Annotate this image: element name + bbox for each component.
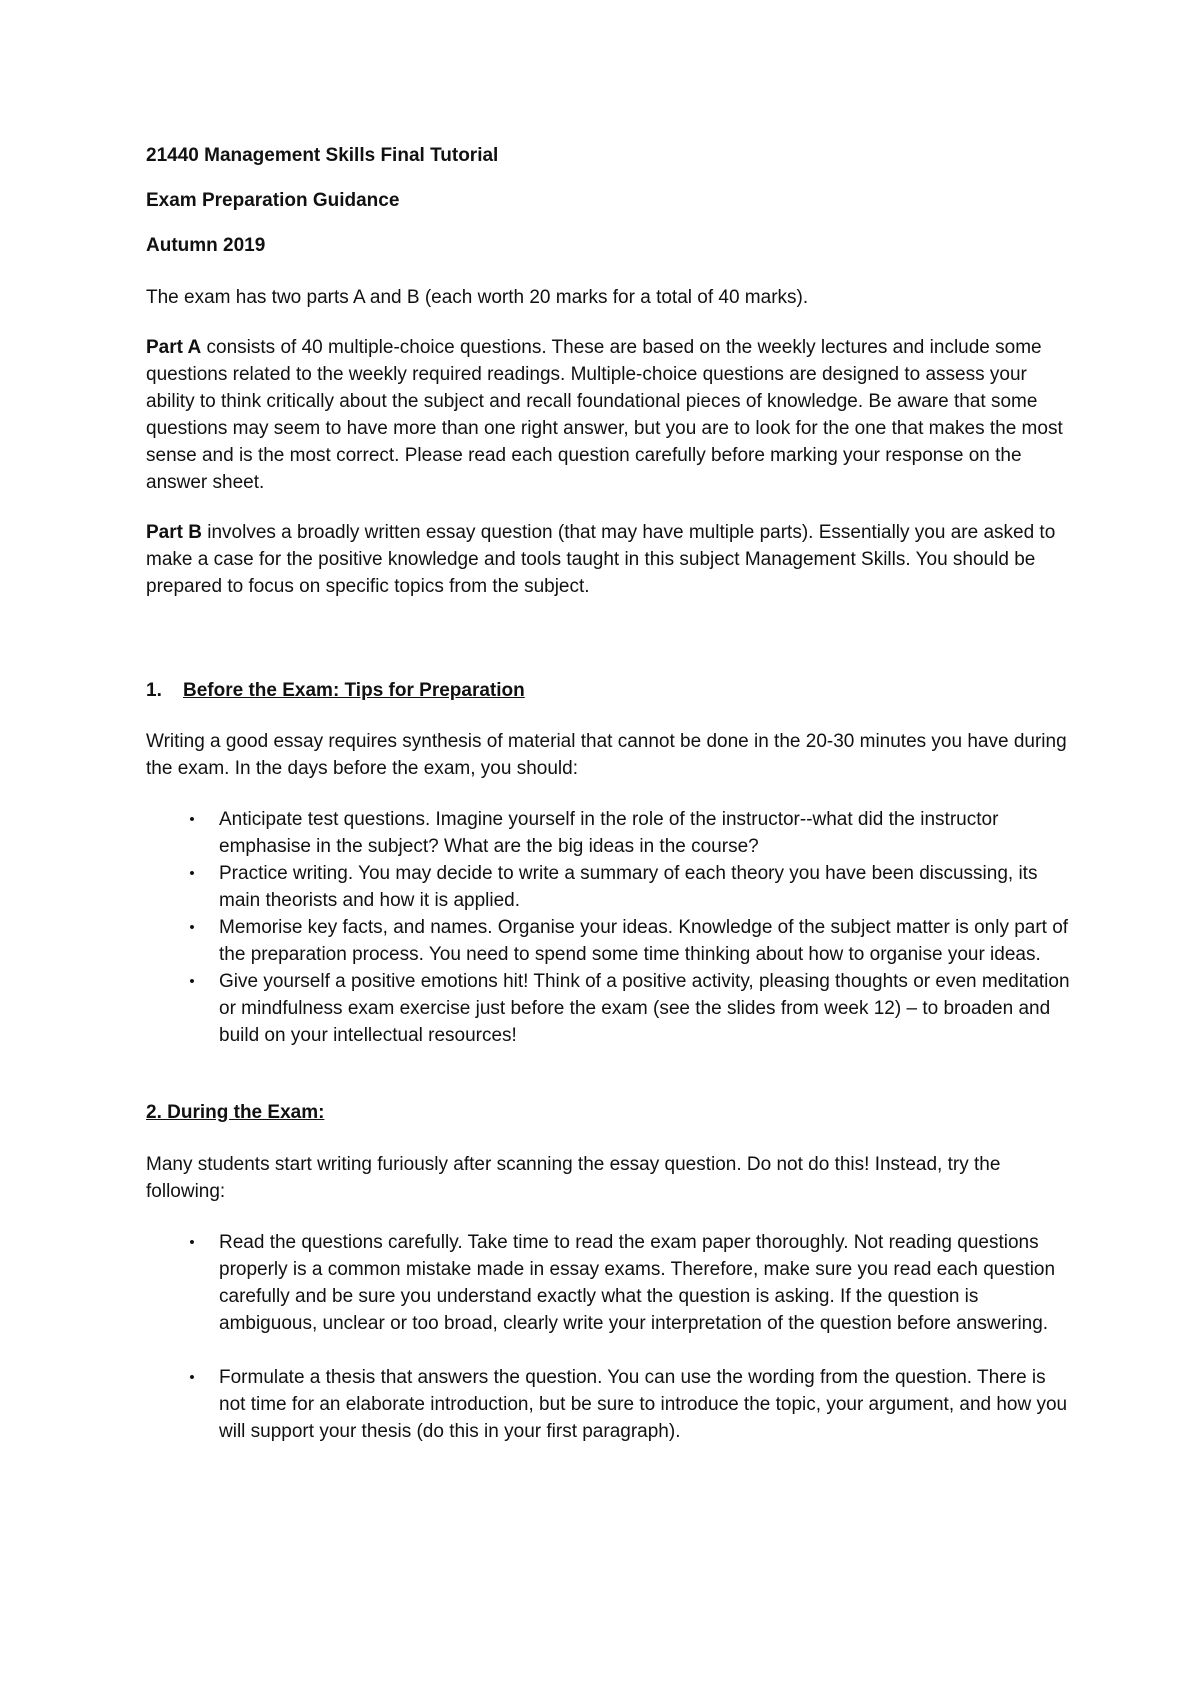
document-title: 21440 Management Skills Final Tutorial [146,145,499,166]
list-item-text: Anticipate test questions. Imagine yourself in the role of the instructor--what did the instructor emphasise in the subject? What are the big ideas in the course? [219,809,999,857]
list-item-text: Memorise key facts, and names. Organise your ideas. Knowledge of the subject matter is only part of the preparation process. You need to spend some time thinking about how to organise your ideas. [219,917,1069,965]
bullet-icon: • [189,1369,195,1386]
part-a-text: consists of 40 multiple-choice questions. These are based on the weekly lectures and include some questions related to the weekly required readings. Multiple-choice questions are designed to assess your ability to think critically about the subject and recall foundational pieces of knowledge. Be aware that some questions may seem to have more than one right answer, but you are to look for the one that makes the most sense and is the most correct. Please read each question carefully before marking your response on the answer sheet. [146,337,1063,493]
section-2-title: 2. During the Exam: [146,1102,325,1123]
list-item [146,860,1076,914]
document-subtitle: Exam Preparation Guidance [146,190,400,211]
part-a-paragraph [146,334,1076,496]
bullet-icon: • [189,973,195,990]
part-b-paragraph [146,519,1076,600]
list-item-text: Practice writing. You may decide to write a summary of each theory you have been discussing, its main theorists and how it is applied. [219,863,1038,911]
list-item [146,968,1076,1049]
list-item [146,914,1076,968]
section-1-heading [146,677,1076,704]
list-item [146,1229,1076,1337]
bullet-icon: • [189,811,195,828]
section-2-heading [146,1099,1076,1126]
list-item [146,1364,1076,1445]
section-1-lead: Writing a good essay requires synthesis of material that cannot be done in the 20-30 minutes you have during the exam. In the days before the exam, you should: [146,731,1067,779]
document-term: Autumn 2019 [146,235,266,256]
list-item [146,806,1076,860]
document-content [146,142,1076,1445]
part-b-text: involves a broadly written essay question (that may have multiple parts). Essentially you are asked to make a case for the positive knowledge and tools taught in this subject Management Skills. You should be prepared to focus on specific topics from the subject. [146,522,1056,597]
bullet-icon: • [189,919,195,936]
list-item-text: Give yourself a positive emotions hit! Think of a positive activity, pleasing thoughts or even meditation or mindfulness exam exercise just before the exam (see the slides from week 12) – to broaden and build on your intellectual resources! [219,971,1070,1046]
bullet-icon: • [189,1234,195,1251]
part-b-label: Part B [146,522,202,543]
section-1-bullet-list [146,806,1076,1049]
list-item-text: Read the questions carefully. Take time to read the exam paper thoroughly. Not reading questions properly is a common mistake made in essay exams. Therefore, make sure you read each question carefully and be sure you understand exactly what the question is asking. If the question is ambiguous, unclear or too broad, clearly write your interpretation of the question before answering. [219,1232,1056,1334]
list-item-text: Formulate a thesis that answers the question. You can use the wording from the question. There is not time for an elaborate introduction, but be sure to introduce the topic, your argument, and how you will support your thesis (do this in your first paragraph). [219,1367,1068,1442]
section-1-number: 1. [146,680,162,701]
section-1-title: Before the Exam: Tips for Preparation [183,680,525,701]
part-a-label: Part A [146,337,202,358]
section-2-lead: Many students start writing furiously after scanning the essay question. Do not do this! Instead, try the following: [146,1154,1001,1202]
section-2-bullet-list [146,1229,1076,1445]
exam-intro-paragraph: The exam has two parts A and B (each worth 20 marks for a total of 40 marks). [146,287,809,308]
bullet-icon: • [189,865,195,882]
